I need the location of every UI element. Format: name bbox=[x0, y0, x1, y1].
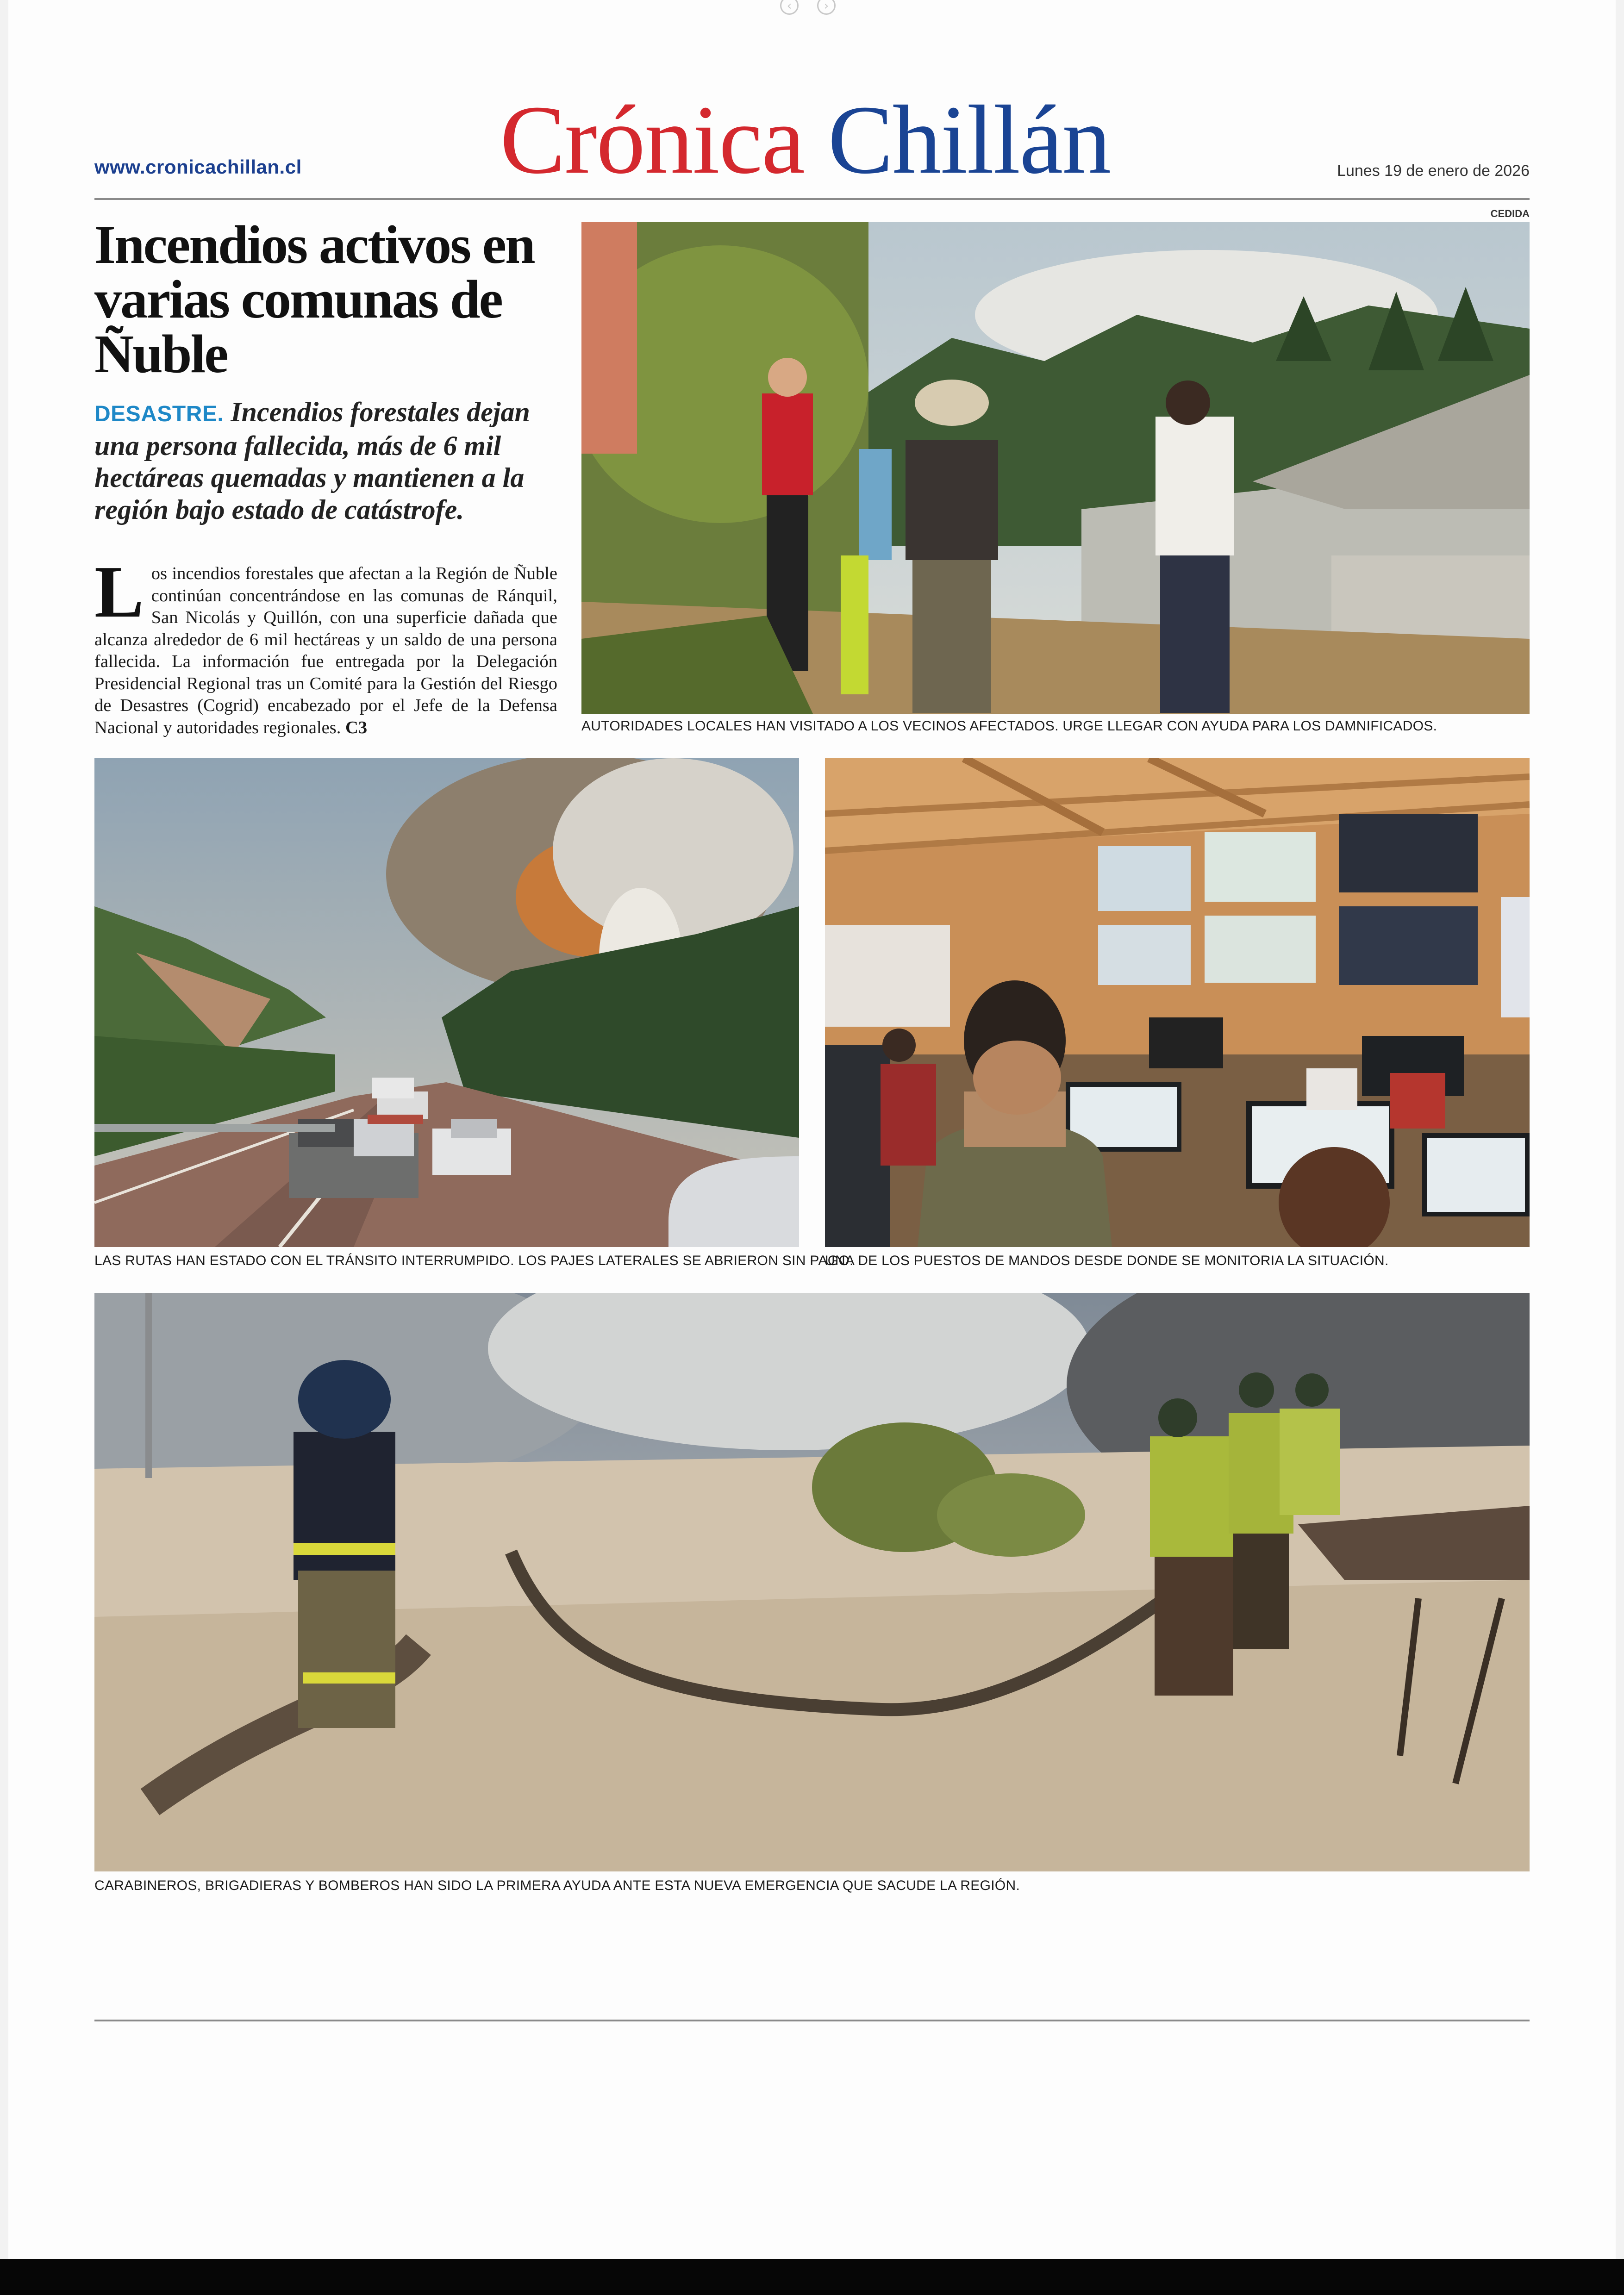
article-body bbox=[94, 550, 557, 739]
caption-command-center: UNA DE LOS PUESTOS DE MANDOS DESDE DONDE SE MONITORIA LA SITUACIÓN. bbox=[825, 1253, 1389, 1268]
section-kicker: DESASTRE. bbox=[94, 402, 224, 426]
photo-credit: CEDIDA bbox=[1490, 208, 1530, 219]
caption-highway: LAS RUTAS HAN ESTADO CON EL TRÁNSITO INTERRUMPIDO. LOS PAJES LATERALES SE ABRIERON SIN PAGO. bbox=[94, 1253, 854, 1268]
masthead-logo bbox=[500, 85, 1111, 194]
masthead-word-chillan: Chillán bbox=[828, 85, 1111, 194]
previous-page-icon[interactable]: ‹ bbox=[780, 0, 799, 15]
next-page-icon[interactable]: › bbox=[817, 0, 836, 15]
site-url[interactable]: www.cronicachillan.cl bbox=[94, 156, 302, 178]
end-mark: C3 bbox=[345, 717, 368, 737]
issue-date: Lunes 19 de enero de 2026 bbox=[1337, 162, 1530, 180]
body-text: os incendios forestales que afectan a la Región de Ñuble continúan concentrándose en las comunas de Ránquil, San Nicolás y Quillón, con una superficie dañada que alcanza alrededor de 6 mil hectáreas y un saldo de una persona fallecida. La información fue entregada por la Delegación Presidencial Regional tras un Comité para la Gestión del Riesgo de Desastres (Cogrid) encabezado por el Jefe de la Defensa Nacional y autoridades regionales. bbox=[94, 564, 557, 737]
photo-authorities bbox=[581, 222, 1530, 714]
header-divider bbox=[94, 198, 1530, 200]
article-subhead bbox=[94, 396, 562, 526]
photo-firefighters bbox=[94, 1293, 1530, 1871]
photo-command-center bbox=[825, 758, 1530, 1247]
caption-authorities: AUTORIDADES LOCALES HAN VISITADO A LOS VECINOS AFECTADOS. URGE LLEGAR CON AYUDA PARA LOS DAMNIFICADOS. bbox=[581, 718, 1437, 734]
viewer-bottom-bar bbox=[0, 2259, 1624, 2295]
subhead-text: Incendios forestales dejan una persona fallecida, más de 6 mil hectáreas quemadas y mantienen a la región bajo estado de catástrofe. bbox=[94, 397, 530, 525]
page-navigation[interactable] bbox=[780, 0, 845, 14]
masthead-word-cronica: Crónica bbox=[500, 85, 805, 194]
caption-firefighters: CARABINEROS, BRIGADIERAS Y BOMBEROS HAN SIDO LA PRIMERA AYUDA ANTE ESTA NUEVA EMERGENCIA QUE SACUDE LA REGIÓN. bbox=[94, 1878, 1020, 1893]
photo-highway bbox=[94, 758, 799, 1247]
dropcap: L bbox=[94, 550, 144, 633]
footer-divider bbox=[94, 2020, 1530, 2021]
article-headline: Incendios activos en varias comunas de Ñuble bbox=[94, 214, 534, 384]
